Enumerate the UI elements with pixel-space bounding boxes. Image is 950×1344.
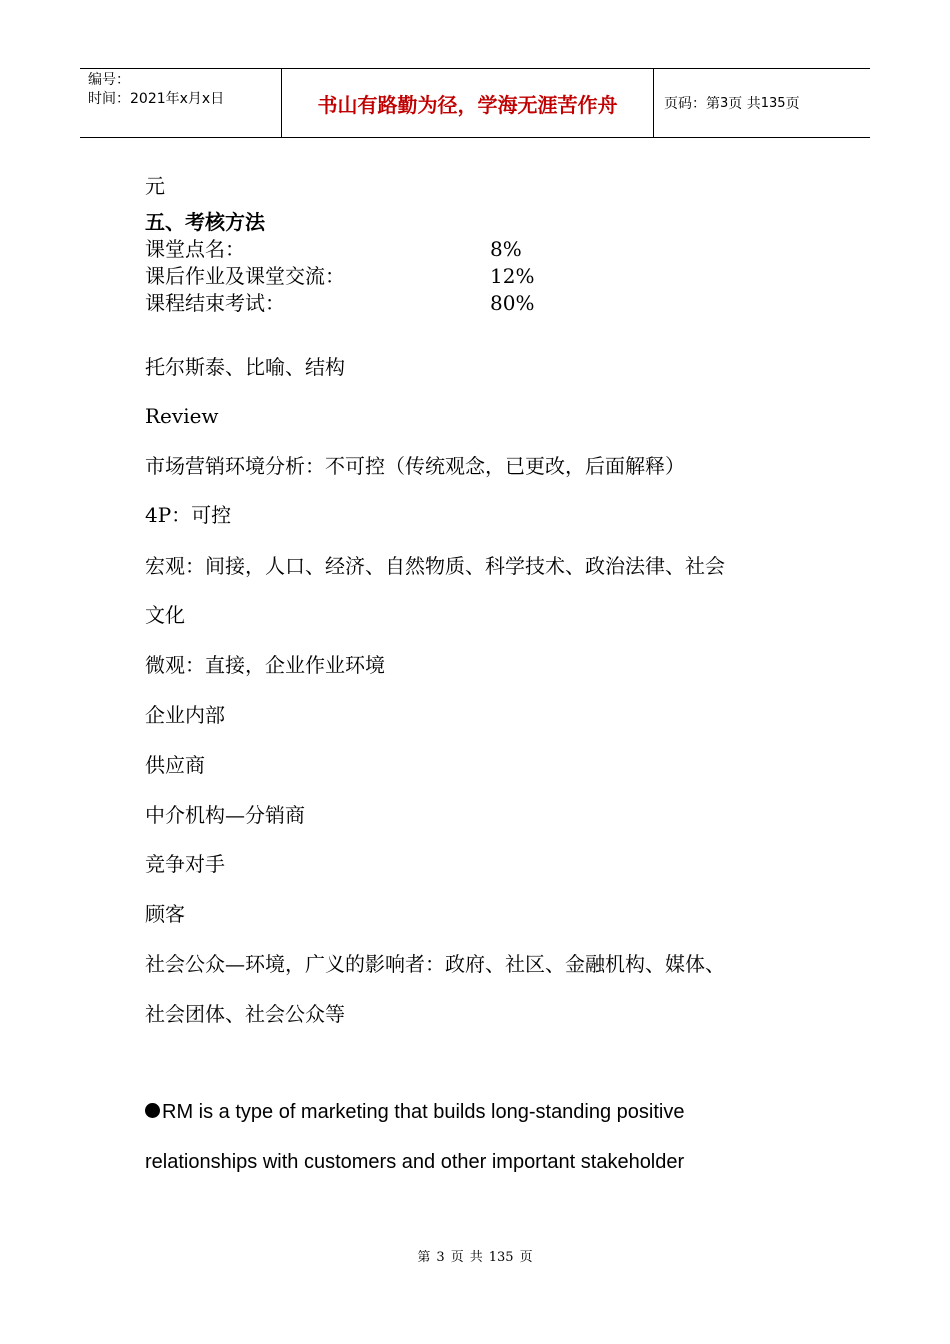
page-footer (0, 1246, 950, 1265)
footer-total: 135 (488, 1250, 514, 1265)
assessment-label: 课堂点名： (145, 237, 245, 261)
text-line: 竞争对手 (145, 852, 225, 876)
footer-ye: 页 (450, 1250, 464, 1265)
assessment-label: 课后作业及课堂交流： (145, 264, 345, 288)
text-line: Review (145, 404, 219, 428)
footer-page: 3 (436, 1250, 445, 1265)
english-text: RM is a type of marketing that builds long-standing positive (162, 1101, 685, 1123)
page-number: 3 (720, 95, 729, 111)
text-line: 微观：直接，企业作业环境 (145, 653, 385, 677)
footer-gong: 共 (469, 1250, 483, 1265)
assessment-row (145, 291, 535, 315)
assessment-value: 80% (490, 291, 535, 315)
text-line: 顾客 (145, 902, 185, 926)
text-line: 社会团体、社会公众等 (145, 1002, 345, 1026)
text-line: 元 (145, 174, 165, 198)
english-text: relationships with customers and other important stakeholder (145, 1151, 685, 1173)
text-line: 中介机构—分销商 (145, 803, 305, 827)
page-total: 135 (760, 95, 786, 111)
time-label: 时间：2021年x月x日 (88, 91, 225, 107)
bullet-icon (145, 1103, 160, 1118)
header-motto: 书山有路勤为径，学海无涯苦作舟 (282, 69, 654, 137)
assessment-row (145, 237, 522, 261)
assessment-label: 课程结束考试： (145, 291, 285, 315)
header-left-cell (80, 69, 282, 137)
text-line: 4P：可控 (145, 503, 232, 527)
page-suffix: 页 (785, 96, 800, 112)
text-line: 市场营销环境分析：不可控（传统观念，已更改，后面解释） (145, 454, 685, 478)
page-mid: 页 共 (728, 96, 761, 112)
assessment-value: 8% (490, 237, 522, 261)
english-paragraph-line (145, 1100, 685, 1124)
page-prefix: 页码：第 (664, 96, 720, 112)
section-title: 五、考核方法 (145, 210, 265, 234)
english-paragraph-line (145, 1150, 684, 1174)
text-line: 托尔斯泰、比喻、结构 (145, 355, 345, 379)
footer-ye: 页 (519, 1250, 533, 1265)
text-line: 文化 (145, 603, 185, 627)
text-line: 企业内部 (145, 703, 225, 727)
text-line: 供应商 (145, 753, 205, 777)
header-page-info (654, 69, 870, 137)
text-line: 宏观：间接，人口、经济、自然物质、科学技术、政治法律、社会 (145, 554, 725, 578)
text-line: 社会公众—环境，广义的影响者：政府、社区、金融机构、媒体、 (145, 952, 725, 976)
number-label: 编号： (88, 72, 130, 88)
page-header (80, 68, 870, 138)
assessment-value: 12% (490, 264, 535, 288)
footer-di: 第 (417, 1250, 431, 1265)
assessment-row (145, 264, 535, 288)
